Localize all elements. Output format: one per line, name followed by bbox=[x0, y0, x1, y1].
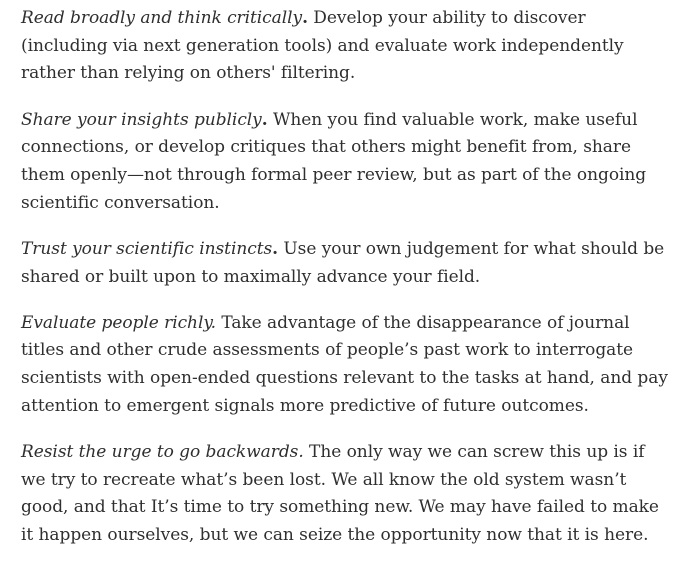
paragraph-line: connections, or develop critiques that others might benefit from, share bbox=[21, 137, 631, 158]
paragraph-lead: Trust your scientific instincts bbox=[21, 238, 273, 259]
paragraph-line: attention to emergent signals more predictive of future outcomes. bbox=[21, 395, 589, 416]
paragraph-lead: Share your insights publicly bbox=[21, 109, 262, 130]
paragraph-line: scientific conversation. bbox=[21, 192, 220, 213]
paragraph-share-insights bbox=[21, 107, 687, 218]
paragraph-lead: Read broadly and think critically bbox=[21, 8, 303, 28]
paragraph-text: Use your own judgement for what should be bbox=[278, 238, 665, 259]
paragraph-line: them openly—not through formal peer review, but as part of the ongoing bbox=[21, 164, 647, 185]
paragraph-read-broadly bbox=[21, 5, 687, 88]
paragraph-text: Take advantage of the disappearance of journal bbox=[216, 312, 630, 333]
paragraph-line bbox=[21, 439, 687, 467]
paragraph-text: The only way we can screw this up is if bbox=[303, 441, 645, 462]
paragraph-line: (including via next generation tools) and evaluate work independently bbox=[21, 35, 624, 56]
paragraph-line bbox=[21, 5, 687, 33]
paragraph-line: titles and other crude assessments of people’s past work to interrogate bbox=[21, 340, 634, 361]
paragraph-resist-backwards bbox=[21, 439, 687, 550]
paragraph-lead-punct: . bbox=[261, 109, 268, 130]
paragraph-line: we try to recreate what’s been lost. We all know the old system wasn’t bbox=[21, 469, 627, 490]
paragraph-line bbox=[21, 107, 687, 135]
paragraph-lead: Evaluate people richly. bbox=[21, 312, 216, 333]
paragraph-line: it happen ourselves, but we can seize the opportunity now that it is here. bbox=[21, 525, 649, 545]
paragraph-line: good, and that It’s time to try something new. We may have failed to make bbox=[21, 497, 659, 518]
paragraph-line: scientists with open-ended questions relevant to the tasks at hand, and pay bbox=[21, 368, 668, 389]
paragraph-text: When you find valuable work, make useful bbox=[267, 109, 638, 130]
paragraph-line: rather than relying on others' filtering. bbox=[21, 63, 356, 84]
paragraph-lead-punct: . bbox=[272, 238, 279, 259]
paragraph-trust-instincts bbox=[21, 236, 687, 291]
paragraph-line bbox=[21, 310, 687, 338]
paragraph-lead-punct: . bbox=[302, 8, 308, 28]
paragraph-text: Develop your ability to discover bbox=[307, 8, 586, 28]
paragraph-line bbox=[21, 236, 687, 264]
paragraph-evaluate-people bbox=[21, 310, 687, 421]
paragraph-lead: Resist the urge to go backwards. bbox=[21, 441, 304, 462]
paragraph-line: shared or built upon to maximally advance your field. bbox=[21, 266, 481, 287]
article-body bbox=[21, 5, 687, 568]
